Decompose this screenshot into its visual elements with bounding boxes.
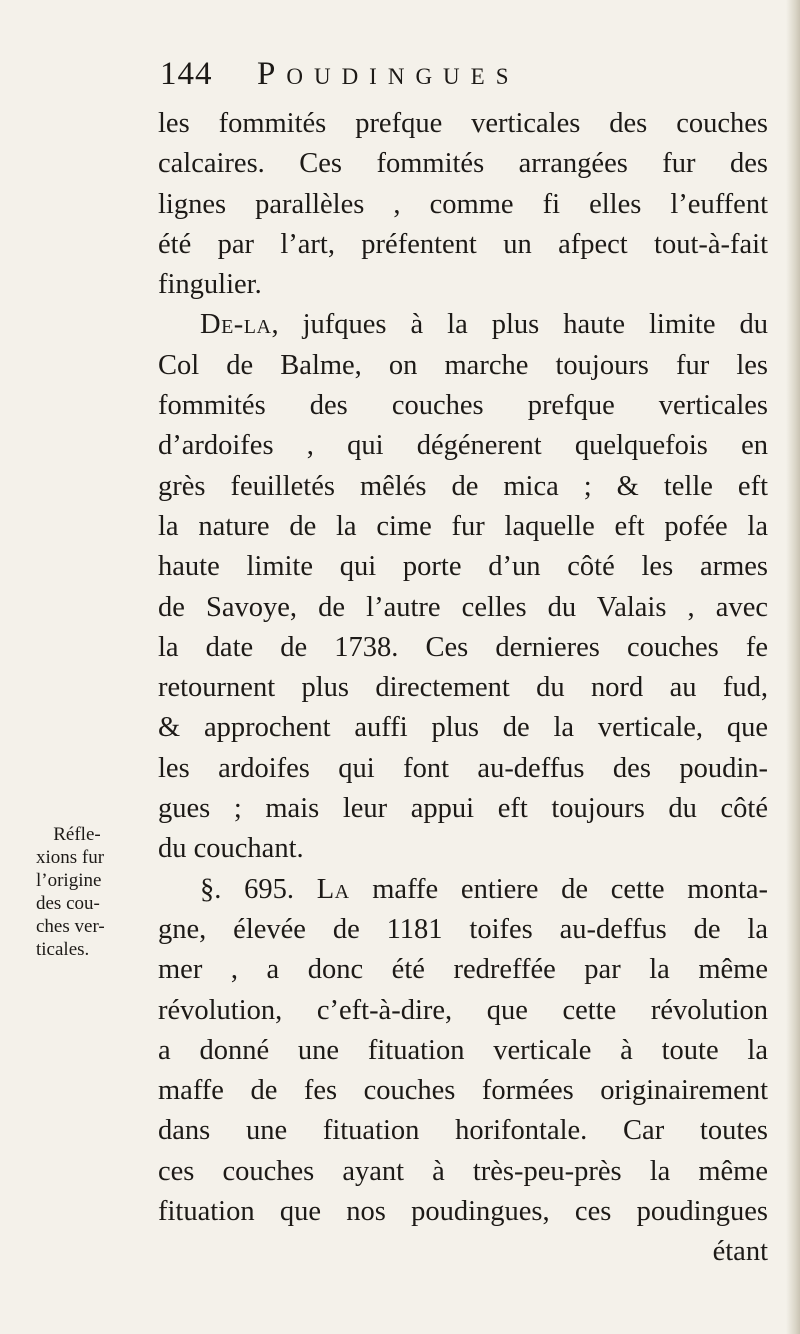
text-line: fingulier.: [158, 269, 262, 301]
text-line: gues ; mais leur appui eft toujours du côté: [158, 793, 768, 825]
text-line: été par l’art, préfentent un afpect tout-à-fait: [158, 228, 768, 260]
body-text: [158, 104, 768, 1273]
text-line: grès feuilletés mêlés de mica ; & telle eft: [158, 470, 768, 502]
marginal-note-line: des cou-: [36, 893, 100, 914]
text-line: les fommités prefque verticales des couches: [158, 108, 768, 139]
text-line: haute limite qui porte d’un côté les armes: [158, 551, 768, 583]
text-line: de Savoye, de l’autre celles du Valais , avec: [158, 591, 768, 623]
text-line: d’ardoifes , qui dégénerent quelquefois en: [158, 430, 768, 462]
text-line: révolution, c’eft-à-dire, que cette révolution: [158, 994, 768, 1026]
marginal-note-line: ticales.: [36, 939, 90, 960]
catchword: étant: [712, 1236, 768, 1268]
text-line: maffe de fes couches formées originairement: [158, 1075, 768, 1107]
text-line: fituation que nos poudingues, ces poudingues: [158, 1196, 768, 1228]
text-line: lignes parallèles , comme fi elles l’euffent: [158, 188, 768, 220]
text-line: retournent plus directement du nord au fud,: [158, 672, 768, 704]
marginal-note-line: Réfle-: [53, 824, 101, 845]
marginal-note-line: l’origine: [36, 870, 102, 891]
text-line: ces couches ayant à très-peu-près la même: [158, 1155, 768, 1187]
text-line: mer , a donc été redreffée par la même: [158, 954, 768, 986]
marginal-note-line: xions fur: [36, 847, 105, 868]
paragraph-lead-word: De-la: [200, 309, 272, 341]
paragraph-start: [158, 870, 768, 910]
text-line: Col de Balme, on marche toujours fur les: [158, 349, 768, 381]
text-line: gne, élevée de 1181 toifes au-deffus de la: [158, 913, 768, 945]
paragraph-start-text: maffe entiere de cette monta-: [349, 873, 769, 905]
text-line: fommités des couches prefque verticales: [158, 390, 768, 422]
text-line: dans une fituation horifontale. Car toutes: [158, 1115, 768, 1147]
text-line: & approchent auffi plus de la verticale, que: [158, 712, 768, 744]
text-line: a donné une fituation verticale à toute la: [158, 1034, 768, 1066]
text-line: la date de 1738. Ces dernieres couches fe: [158, 631, 768, 663]
page-number: 144: [160, 56, 213, 92]
text-line: la nature de la cime fur laquelle eft pofée la: [158, 510, 768, 542]
running-title: Poudingues: [257, 56, 520, 92]
text-line: les ardoifes qui font au-deffus des poudin-: [158, 752, 768, 784]
marginal-note: [36, 823, 118, 961]
text-line: calcaires. Ces fommités arrangées fur des: [158, 148, 768, 180]
paragraph-start: [158, 305, 768, 345]
marginal-note-line: ches ver-: [36, 916, 105, 937]
paragraph-start-text: , jufques à la plus haute limite du: [271, 309, 768, 341]
page-edge-shadow: [786, 0, 800, 1334]
paragraph-lead-word: La: [316, 873, 350, 905]
text-line: du couchant.: [158, 833, 304, 865]
page-header: [160, 52, 660, 104]
section-number: §. 695.: [200, 873, 294, 905]
